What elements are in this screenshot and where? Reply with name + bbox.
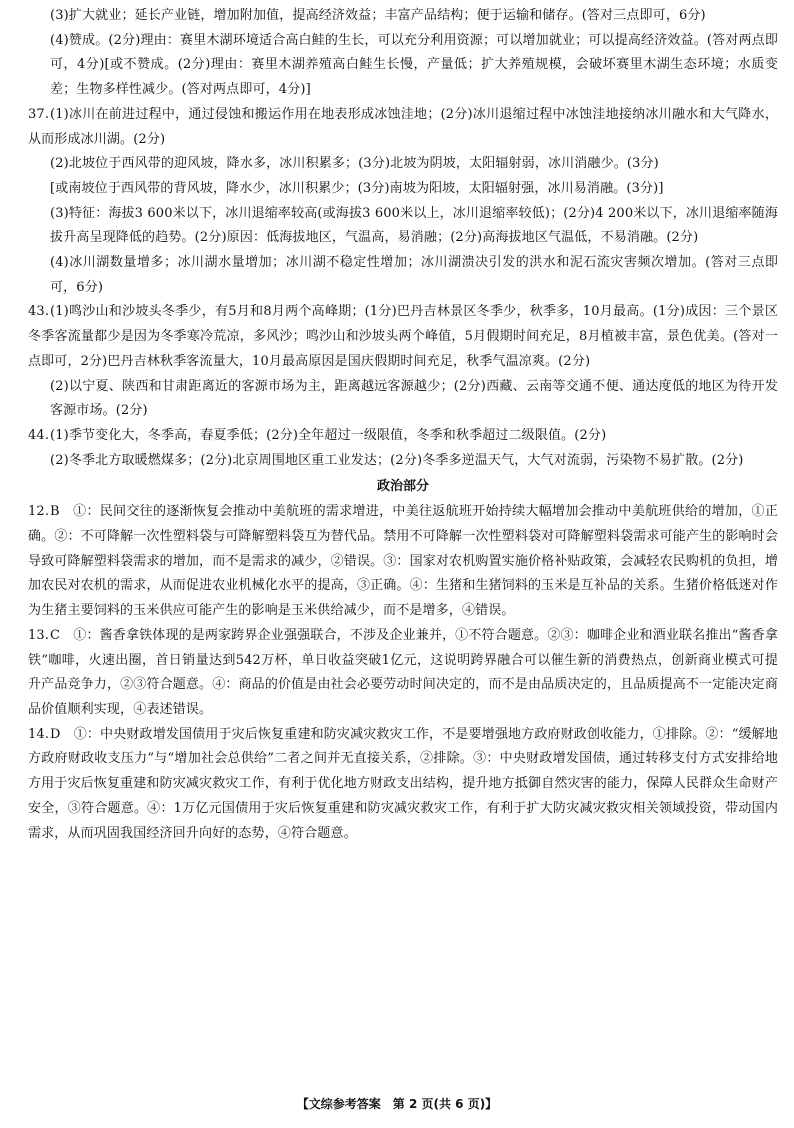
q14-number: 14.	[28, 726, 50, 742]
q13-number: 13.	[28, 627, 50, 643]
q37-answer-4: (4)冰川湖数量增多；冰川湖水量增加；冰川湖不稳定性增加；冰川湖溃决引发的洪水和泥石流灾害频次增加。(答对三点即可，6分)	[50, 255, 778, 295]
geo-prev-answer-3: (3)扩大就业；延长产业链，增加附加值，提高经济效益；丰富产品结构；便于运输和储存。(答对三点即可，6分)	[50, 8, 706, 23]
q44-number: 44.	[28, 427, 50, 443]
q43-answer-2: (2)以宁夏、陕西和甘肃距离近的客源市场为主，距离越远客源越少；(2分)西藏、云南等交通不便、通达度低的地区为待开发客源市场。(2分)	[50, 378, 778, 419]
q37-answer-2: (2)北坡位于西风带的迎风坡，降水多，冰川积累多；(3分)北坡为阴坡，太阳辐射弱，冰川消融少。(3分)	[50, 156, 659, 172]
q37-answer-1: 37.(1)冰川在前进过程中，通过侵蚀和搬运作用在地表形成冰蚀洼地；(2分)冰川退缩过程中冰蚀洼地接纳冰川融水和大气降水，从而形成冰川湖。(2分)	[28, 103, 778, 152]
politics-section-title: 政治部分	[376, 479, 429, 495]
q14-answer: 14.D ①：中央财政增发国债用于灾后恢复重建和防灾减灾救灾工作，不是要增强地方政府财政创收能力，①排除。②：“缓解地方政府财政收支压力”与“增加社会总供给”二者之间并无直接关系，②排除。③：中央财政增发国债，通过转移支付方式安排给地方用于灾后恢复重建和防灾减灾救灾工作，有利于优化地方财政支出结构，提升地方抵御自然灾害的能力，保障人民群众生命财产安全，③符合题意。④：1万亿元国债用于灾后恢复重建和防灾减灾救灾工作，有利于扩大防灾减灾救灾相关领域投资，带动国内需求，从而巩固我国经济回升向好的态势，④符合题意。	[28, 723, 778, 847]
geo-prev-answer-4: (4)赞成。(2分)理由：赛里木湖环境适合高白鲑的生长，可以充分利用资源；可以增加就业；可以提高经济效益。(答对两点即可，4分)[或不赞成。(2分)理由：赛里木湖养殖高白鲑生长慢，产量低；扩大养殖规模，会破坏赛里木湖生态环境；水质变差；生物多样性减少。(答对两点即可，4分)]	[50, 32, 778, 98]
q44-answer-2: (2)冬季北方取暖燃煤多；(2分)北京周围地区重工业发达；(2分)冬季多逆温天气，大气对流弱，污染物不易扩散。(2分)	[50, 452, 744, 468]
q12-answer: 12.B ①：民间交往的逐渐恢复会推动中美航班的需求增进，中美往返航班开始持续大幅增加会推动中美航班供给的增加，①正确。②：不可降解一次性塑料袋与可降解塑料袋互为替代品。禁用不可降解一次性塑料袋对可降解塑料袋需求可能产生的影响时会导致可降解塑料袋需求的增加，而不是需求的减少，②错误。③：国家对农机购置实施价格补贴政策，会减轻农民购机的负担，增加农民对农机的需求，从而促进农业机械化水平的提高，③正确。④：生猪和生猪饲料的玉米是互补品的关系。生猪价格低迷对作为生猪主要饲料的玉米供应可能产生的影响是玉米供给减少，而不是增多，④错误。	[28, 500, 778, 624]
page-footer: 【文综参考答案 第 2 页(共 6 页)】	[296, 1097, 498, 1111]
q37-answer-3: (3)特征：海拔3 600米以下，冰川退缩率较高(或海拔3 600米以上，冰川退缩率较低)；(2分)4 200米以下，冰川退缩率随海拔升高呈现降低的趋势。(2分)原因：低海拔地区，气温高，易消融；(2分)高海拔地区气温低，不易消融。(2分)	[50, 205, 778, 246]
q43-answer-1: 43.(1)鸣沙山和沙坡头冬季少，有5月和8月两个高峰期；(1分)巴丹吉林景区冬季少，秋季多，10月最高。(1分)成因：三个景区冬季客流量都少是因为冬季寒冷荒凉，多风沙；鸣沙山和沙坡头两个峰值，5月假期时间充足，8月植被丰富，景色优美。(答对一点即可，2分)巴丹吉林秋季客流量大，10月最高原因是国庆假期时间充足，秋季气温凉爽。(2分)	[28, 300, 778, 374]
q44-answer-1: 44.(1)季节变化大，冬季高，春夏季低；(2分)全年超过一级限值，冬季和秋季超过二级限值。(2分)	[28, 424, 778, 449]
q43-number: 43.	[28, 304, 50, 320]
q13-answer: 13.C ①：酱香拿铁体现的是两家跨界企业强强联合，不涉及企业兼并，①不符合题意。②③：咖啡企业和酒业联名推出“酱香拿铁”咖啡，火速出圈，首日销量达到542万杯，单日收益突破1亿元，这说明跨界融合可以催生新的消费热点，创新商业模式可提升产品竞争力，②③符合题意。④：商品的价值是由社会必要劳动时间决定的，而不是由品质决定的，且品质提高不一定能决定商品价值顺利实现，④表述错误。	[28, 624, 778, 723]
q37-answer-2-alt: [或南坡位于西风带的背风坡，降水少，冰川积累少；(3分)南坡为阳坡，太阳辐射强，冰川易消融。(3分)]	[50, 180, 664, 196]
q12-number: 12.	[28, 504, 50, 520]
answer-page	[28, 4, 778, 846]
q37-number: 37.	[28, 106, 50, 122]
